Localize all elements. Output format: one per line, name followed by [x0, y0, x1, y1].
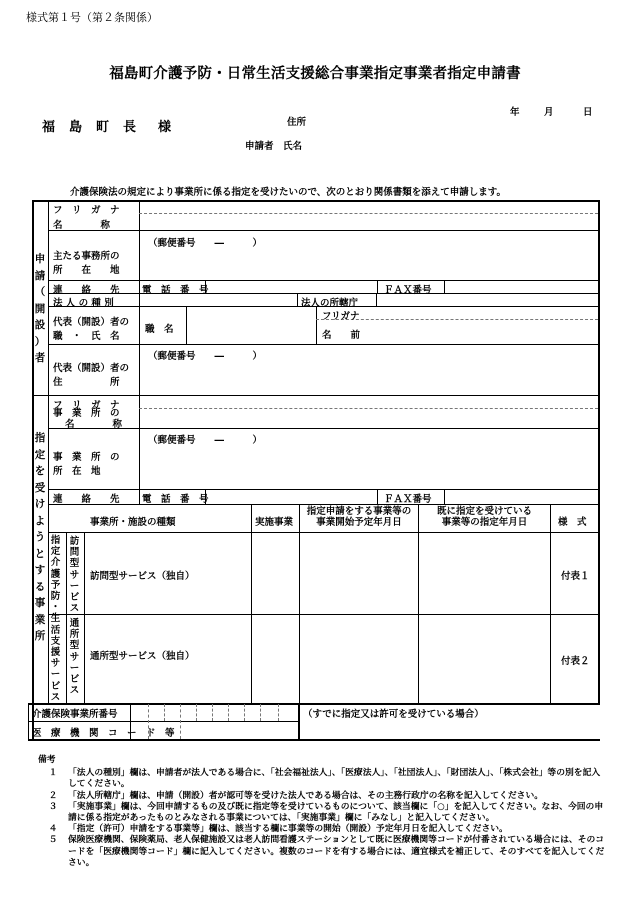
office-number-label: 介護保険事業所番号 [32, 709, 118, 720]
facility-section-label: 指 定 を 受 け よ う と す る 事 業 所 [34, 432, 46, 642]
facility-fax-label: ＦＡＸ番号 [384, 494, 432, 505]
already-designated-note: （すでに指定又は許可を受けている場合） [303, 709, 484, 720]
facility-name-label: 事 業 所 の 名 称 [53, 408, 123, 430]
col-current-business: 実施事業 [255, 517, 294, 528]
rep-address-label: 代表（開設）者の 住 所 [53, 363, 130, 388]
notes-section [38, 755, 608, 869]
corp-type-label: 法 人 の 種 別 [53, 298, 114, 309]
rep-furigana-label: フリガナ [322, 311, 360, 322]
date-day-label: 日 [583, 107, 593, 118]
applicant-section-label: 申 請 （ 開 設 ） 者 [34, 253, 46, 364]
notes-heading: 備考 [38, 755, 56, 765]
day-service-name: 通所型サービス（独自） [90, 651, 195, 662]
intro-text: 介護保険法の規定により事業所に係る指定を受けたいので、次のとおり関係書類を添えて申請します。 [70, 187, 507, 198]
facility-contact-label: 連 絡 先 [53, 494, 120, 505]
col-facility-type: 事業所・施設の種類 [90, 517, 176, 528]
rep-postal-code: （郵便番号 ― ） [148, 351, 263, 362]
note-item: ２ 「法人所轄庁」欄は、申請（開設）者が認可等を受けた法人である場合は、その主務行政庁の名称を記入してください。 [48, 790, 544, 801]
date-month-label: 月 [544, 107, 554, 118]
facility-furigana-label: フ リ ガ ナ [53, 400, 120, 411]
main-office-label: 主たる事務所の 所 在 地 [53, 251, 120, 276]
medical-code-label: 医 療 機 関 コ ー ド 等 [32, 728, 175, 739]
representative-label: 代表（開設）者の 職 ・ 氏 名 [53, 317, 130, 342]
col-form: 様 式 [558, 517, 587, 528]
rep-name-label: 名 前 [322, 330, 361, 341]
addressee: 福島町長 様 [42, 120, 186, 135]
note-item: １ 「法人の種別」欄は、申請者が法人である場合に、「社会福祉法人」、「医療法人」、「社団法人」、「財団法人」、「株式会社」等の別を記入してください。 [48, 768, 601, 790]
applicant-name-label: 申請者 氏名 [245, 141, 303, 152]
note-item: ５ 保険医療機関、保険薬局、老人保健施設又は老人訪問看護ステーションとして既に医療機関等コードが付番されている場合には、そのコードを「医療機関等コード」欄に記入してください。複数のコードを有する場合には、適宜様式を補正して、そのすべてを記入してください。 [48, 835, 605, 868]
col-start-date: 指定申請をする事業等の 事業開始予定年月日 [306, 506, 412, 528]
designated-service-group-label: 指 定 介 護 予 防 ・ 生 活 支 援 サ ー ビ ス [50, 535, 61, 703]
applicant-furigana-label: フ リ ガ ナ [53, 205, 120, 216]
visit-form-ref: 付表１ [561, 571, 590, 582]
form-number: 様式第１号（第２条関係） [26, 11, 158, 24]
page-title: 福島町介護予防・日常生活支援総合事業指定事業者指定申請書 [109, 66, 521, 82]
day-type-label: 通 所 型 サ ー ビ ス [69, 618, 80, 697]
note-item: ４ 「指定（許可）申請をする事業等」欄は、該当する欄に事業等の開始（開設）予定年月日を記入してください。 [48, 824, 508, 835]
applicant-postal-code: （郵便番号 ― ） [148, 238, 263, 249]
applicant-address-label: 住所 [287, 117, 307, 128]
day-form-ref: 付表２ [561, 656, 590, 667]
facility-address-label: 事 業 所 の 所 在 地 [53, 452, 120, 477]
applicant-name-field-label: 名 称 [53, 220, 111, 231]
visit-service-name: 訪問型サービス（独自） [90, 571, 195, 582]
visit-type-label: 訪 問 型 サ ー ビ ス [69, 536, 80, 615]
date-year-label: 年 [510, 107, 520, 118]
position-label: 職 名 [145, 324, 174, 335]
facility-postal-code: （郵便番号 ― ） [148, 435, 263, 446]
facility-tel-label: 電 話 番 号 [142, 494, 209, 505]
col-existing-date: 既に指定を受けている 事業等の指定年月日 [436, 506, 532, 528]
corp-jurisdiction-label: 法人の所轄庁 [301, 298, 359, 309]
applicant-tel-label: 電 話 番 号 [142, 285, 209, 296]
applicant-contact-label: 連 絡 先 [53, 285, 120, 296]
applicant-fax-label: ＦＡＸ番号 [384, 285, 432, 296]
note-item: ３ 「実施事業」欄は、今回申請するもの及び既に指定等を受けているものについて、該当欄に「○」を記入してください。なお、今回の申請に係る指定があったものとみなされる事業については、「実施事業」欄に「みなし」と記入してください。 [48, 801, 604, 824]
